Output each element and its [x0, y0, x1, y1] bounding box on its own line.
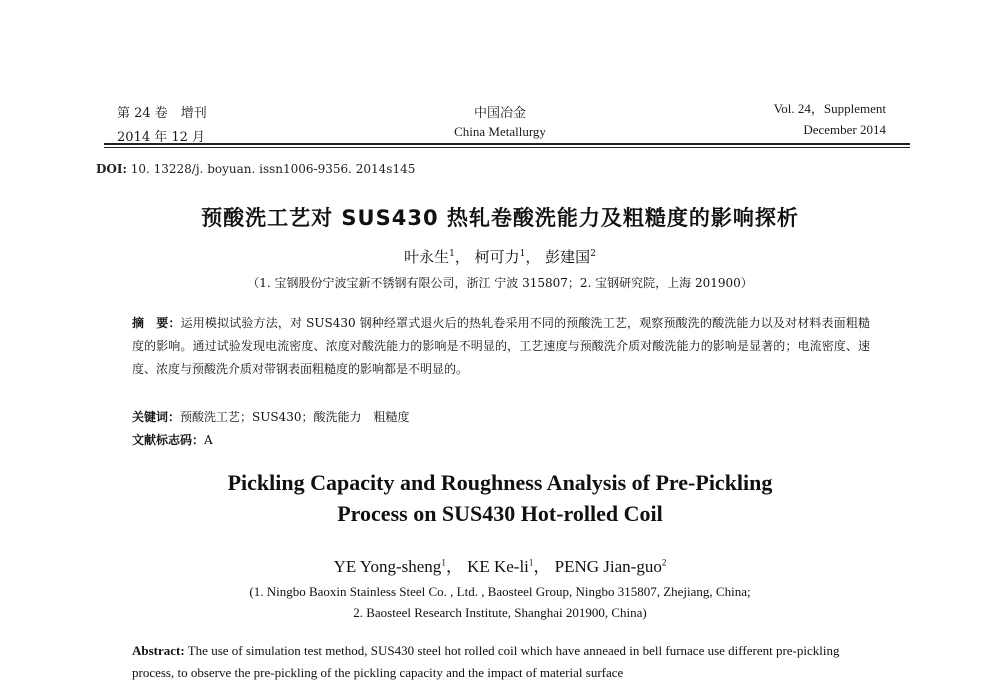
affiliation-zh: （1. 宝钢股份宁波宝新不锈钢有限公司，浙江 宁波 315807；2. 宝钢研究院，上海 201900） [247, 276, 753, 290]
authors-en [0, 552, 1000, 577]
title-zh: 预酸洗工艺对 SUS430 热轧卷酸洗能力及粗糙度的影响探析 [201, 206, 799, 230]
author-name: YE Yong-sheng [333, 557, 442, 576]
journal-volume-en: Vol. 24，Supplement [773, 101, 886, 116]
affiliation-en-line1: (1. Ningbo Baoxin Stainless Steel Co. , Ltd. , Baosteel Group, Ningbo 315807, Zhejiang, China; [249, 584, 751, 599]
document-code-zh [132, 431, 213, 448]
journal-volume: 第 24 卷 增刊 [117, 106, 207, 121]
author-affil-mark: 2 [661, 557, 667, 568]
keywords-zh [132, 408, 409, 425]
keywords-label-zh: 关键词： [132, 410, 181, 424]
abstract-label-zh: 摘 要： [132, 316, 181, 330]
title-en-line1: Pickling Capacity and Roughness Analysis of Pre-Pickling [227, 470, 773, 495]
affiliation-en-line2: 2. Baosteel Research Institute, Shanghai 201900, China) [353, 605, 647, 620]
journal-name-en: China Metallurgy [454, 124, 546, 139]
author-name: KE Ke-li [467, 557, 529, 576]
author-name: 叶永生 [404, 248, 450, 266]
author-separator: ， [533, 557, 551, 576]
doi-line [96, 162, 415, 176]
authors-zh [0, 246, 1000, 267]
abstract-text-zh: 运用模拟试验方法，对 SUS430 钢种经罩式退火后的热轧卷采用不同的预酸洗工艺，观察预酸洗的酸洗能力以及对材料表面粗糙度的影响。通过试验发现电流密度、浓度对酸洗能力的影响是不明显的，工艺速度与预酸洗介质对酸洗能力的影响是显著的；电流密度、速度、浓度与预酸洗介质对带钢表面粗糙度的影响都是不明显的。 [132, 316, 870, 376]
abstract-zh [132, 312, 870, 381]
abstract-text-en: The use of simulation test method, SUS430 steel hot rolled coil which have anneaed in bell furnace use different pre-pickling process, to observe the pre-pickling of the pickling capacity and the impact of material surface [132, 643, 840, 680]
doi-value: 10. 13228/j. boyuan. issn1006-9356. 2014s145 [130, 162, 416, 176]
journal-name-zh: 中国冶金 [473, 106, 526, 121]
author-name: 彭建国 [545, 248, 591, 266]
title-en [0, 467, 1000, 529]
header-rule-thick [104, 143, 910, 145]
document-code-label: 文献标志码： [132, 433, 205, 447]
author-affil-mark: 2 [590, 249, 596, 259]
affiliation-en [0, 581, 1000, 623]
author-affil-mark: 1 [528, 557, 534, 568]
keywords-text-zh: 预酸洗工艺；SUS430；酸洗能力 粗糙度 [180, 410, 410, 424]
header-rule-thin [104, 147, 910, 148]
author-separator: ， [445, 557, 463, 576]
title-en-line2: Process on SUS430 Hot-rolled Coil [337, 501, 663, 526]
author-affil-mark: 1 [519, 249, 526, 259]
abstract-en [132, 640, 874, 684]
doi-label: DOI: [96, 162, 127, 176]
author-separator: ， [454, 248, 470, 266]
journal-date: 2014 年 12 月 [117, 130, 206, 145]
author-separator: ， [525, 248, 541, 266]
author-affil-mark: 1 [441, 557, 446, 568]
author-name: PENG Jian-guo [554, 557, 662, 576]
author-affil-mark: 1 [449, 249, 455, 259]
document-code-value: A [204, 433, 213, 447]
journal-date-en: December 2014 [803, 122, 886, 137]
abstract-label-en: Abstract: [132, 643, 185, 658]
author-name: 柯可力 [474, 248, 520, 266]
